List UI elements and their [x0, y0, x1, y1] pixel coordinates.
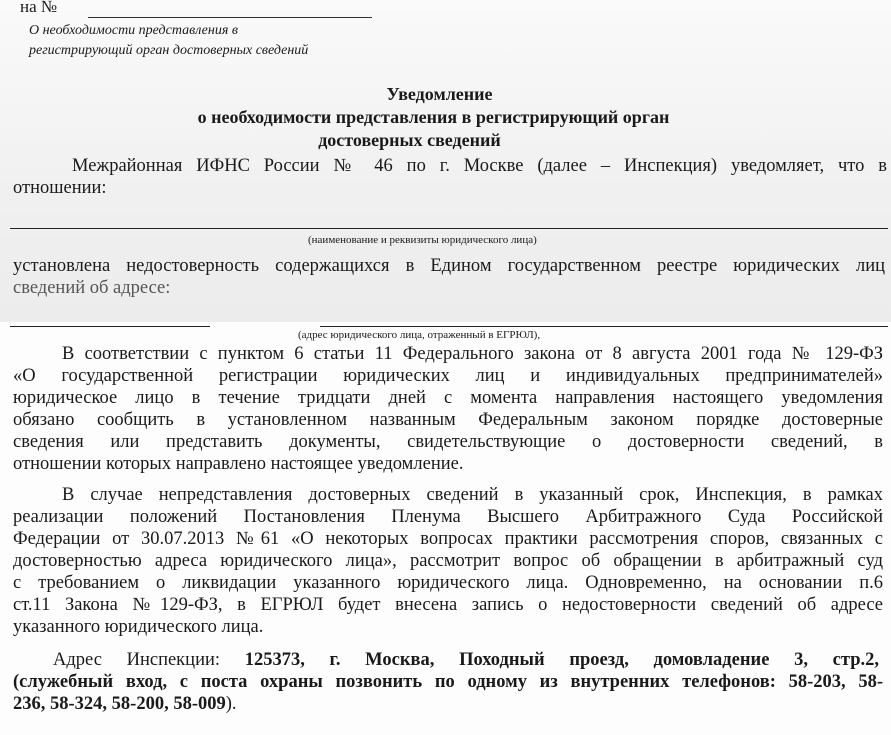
paragraph-2-line-6: ст.11 Закона №129-ФЗ, в ЕГРЮЛ будет внесена запись о недостоверности сведений об адресе	[13, 595, 883, 615]
paragraph-2-line-4: достоверностью адреса юридического лица», рассмотрит вопрос об обращении в арбитражный суд	[13, 551, 883, 571]
inspection-address-line-1	[53, 650, 879, 671]
inspection-address-line-2: (служебный вход, с поста охраны позвонить по одному из внутренних телефонов: 58-203, 58-	[13, 672, 883, 692]
reference-number-blank	[88, 17, 372, 18]
inspection-phone-numbers: 236, 58-324, 58-200, 58-009	[13, 694, 226, 714]
paragraph-2-line-1: В случае непредставления достоверных сведений в указанный срок, Инспекция, в рамках	[62, 485, 883, 505]
notice-title-line-3: достоверных сведений	[318, 130, 501, 150]
entity-name-blank	[10, 228, 888, 229]
reference-number-label: на №	[20, 0, 58, 16]
paragraph-1-line-3: юридическое лицо в течение тридцати дней с момента направления настоящего уведомления	[13, 388, 883, 408]
address-blank-left	[10, 326, 210, 327]
paragraph-1-line-5: сведения или представить документы, свидетельствующие о достоверности сведений, в	[13, 432, 883, 452]
paragraph-1-line-4: обязано сообщить в установленном названным Федеральным законом порядке достоверные	[13, 410, 883, 430]
inspection-address: 125373, г. Москва, Походный проезд, домовладение 3, стр.2,	[244, 650, 879, 670]
intro-line-2: отношении:	[13, 178, 107, 198]
notice-title: Уведомление	[386, 84, 493, 104]
paragraph-1-line-6: отношении которых направлено настоящее уведомление.	[13, 454, 464, 474]
entity-name-caption: (наименование и реквизиты юридического лица)	[308, 234, 537, 246]
letter-subject: О необходимости представления в регистрирующий орган достоверных сведений	[29, 23, 309, 58]
address-blank-right	[320, 326, 888, 327]
intro-line-1: Межрайонная ИФНС России № 46 по г. Москве (далее – Инспекция) уведомляет, что в	[72, 156, 887, 176]
notice-title-line-2: о необходимости представления в регистрирующий орган	[197, 107, 670, 127]
paragraph-2-line-2: реализации положений Постановления Пленума Высшего Арбитражного Суда Российской	[13, 507, 883, 527]
inspection-address-label: Адрес Инспекции:	[53, 650, 245, 670]
paragraph-2-line-7: указанного юридического лица.	[13, 617, 264, 637]
paragraph-2-line-5: с требованием о ликвидации указанного юридического лица. Одновременно, на основании п.6	[13, 573, 883, 593]
paragraph-2-line-3: Федерации от 30.07.2013 №61 «О некоторых вопросах практики рассмотрения споров, связанных с	[13, 529, 883, 549]
address-caption: (адрес юридического лица, отраженный в ЕГРЮЛ),	[298, 329, 541, 341]
paragraph-1-line-2: «О государственной регистрации юридических лиц и индивидуальных предпринимателей»	[13, 366, 883, 386]
paragraph-1-line-1: В соответствии с пунктом 6 статьи 11 Федерального закона от 8 августа 2001 года № 129-ФЗ	[62, 344, 883, 364]
intro-line-4: сведений об адресе:	[13, 278, 171, 298]
inspection-address-line-3: 236, 58-324, 58-200, 58-009).	[13, 694, 237, 714]
intro-line-3: установлена недостоверность содержащихся в Едином государственном реестре юридических лиц	[13, 256, 885, 276]
